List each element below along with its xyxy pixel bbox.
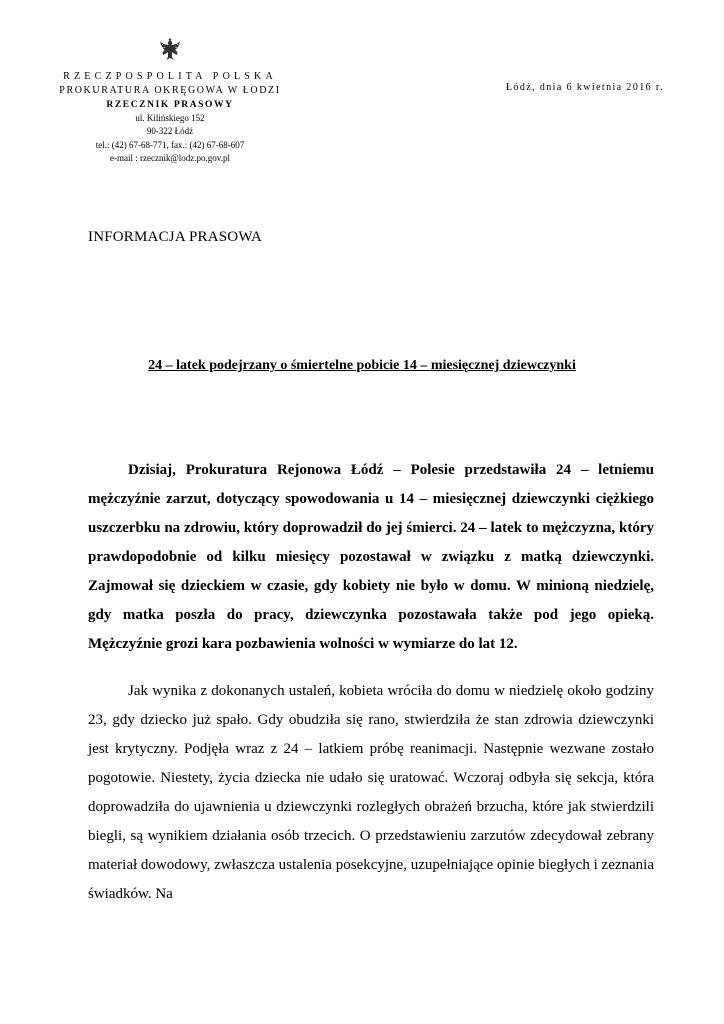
document-title: INFORMACJA PRASOWA	[88, 229, 263, 245]
press-release-headline: 24 – latek podejrzany o śmiertelne pobicie 14 – miesięcznej dziewczynki	[148, 358, 576, 373]
letterhead-email: e-mail : rzecznik@lodz.po.gov.pl	[110, 153, 230, 164]
letterhead-phone: tel.: (42) 67-68-771, fax.: (42) 67-68-607	[95, 139, 245, 150]
body-paragraph	[88, 677, 654, 909]
lead-paragraph	[88, 456, 654, 659]
letterhead-country: RZECZPOSPOLITA POLSKA	[63, 71, 277, 82]
letterhead-department: RZECZNIK PRASOWY	[106, 100, 234, 110]
letterhead-office: PROKURATURA OKRĘGOWA W ŁODZI	[59, 84, 281, 96]
document-date: Łódź, dnia 6 kwietnia 2016 r.	[505, 82, 664, 93]
polish-eagle-emblem-icon	[159, 36, 181, 62]
letterhead-address-city: 90-322 Łódź	[146, 126, 194, 137]
body-paragraph-text: Jak wynika z dokonanych ustaleń, kobieta wróciła do domu w niedzielę około godziny 23, gdy dziecko już spało. Gdy obudziła się rano, stwierdziła że stan zdrowia dziewczynki jest krytyczny. Podjęła wraz z 24 – latkiem próbę reanimacji. Następnie wezwane zostało pogotowie. Niestety, życia dziecka nie udało się uratować. Wczoraj odbyła się sekcja, która doprowadziła do ujawnienia u dziewczynki rozległych obrażeń brzucha, które jak stwierdzili biegli, są wynikiem działania osób trzecich. O przedstawieniu zarzutów zdecydował zebrany materiał dowodowy, zwłaszcza ustalenia posekcyjne, uzupełniające opinie biegłych i zeznania świadków. Na	[88, 683, 654, 902]
letterhead-address-street: ul. Kilińskiego 152	[135, 112, 205, 123]
letterhead	[40, 36, 300, 166]
lead-paragraph-text: Dzisiaj, Prokuratura Rejonowa Łódź – Polesie przedstawiła 24 – letniemu mężczyźnie zarzut, dotyczący spowodowania u 14 – miesięcznej dziewczynki ciężkiego uszczerbku na zdrowiu, który doprowadził do jej śmierci. 24 – latek to mężczyzna, który prawdopodobnie od kilku miesięcy pozostawał w związku z matką dziewczynki. Zajmował się dzieckiem w czasie, gdy kobiety nie było w domu. W minioną niedzielę, gdy matka poszła do pracy, dziewczynka pozostawała także pod jego opieką. Mężczyźnie grozi kara pozbawienia wolności w wymiarze do lat 12.	[88, 462, 654, 652]
